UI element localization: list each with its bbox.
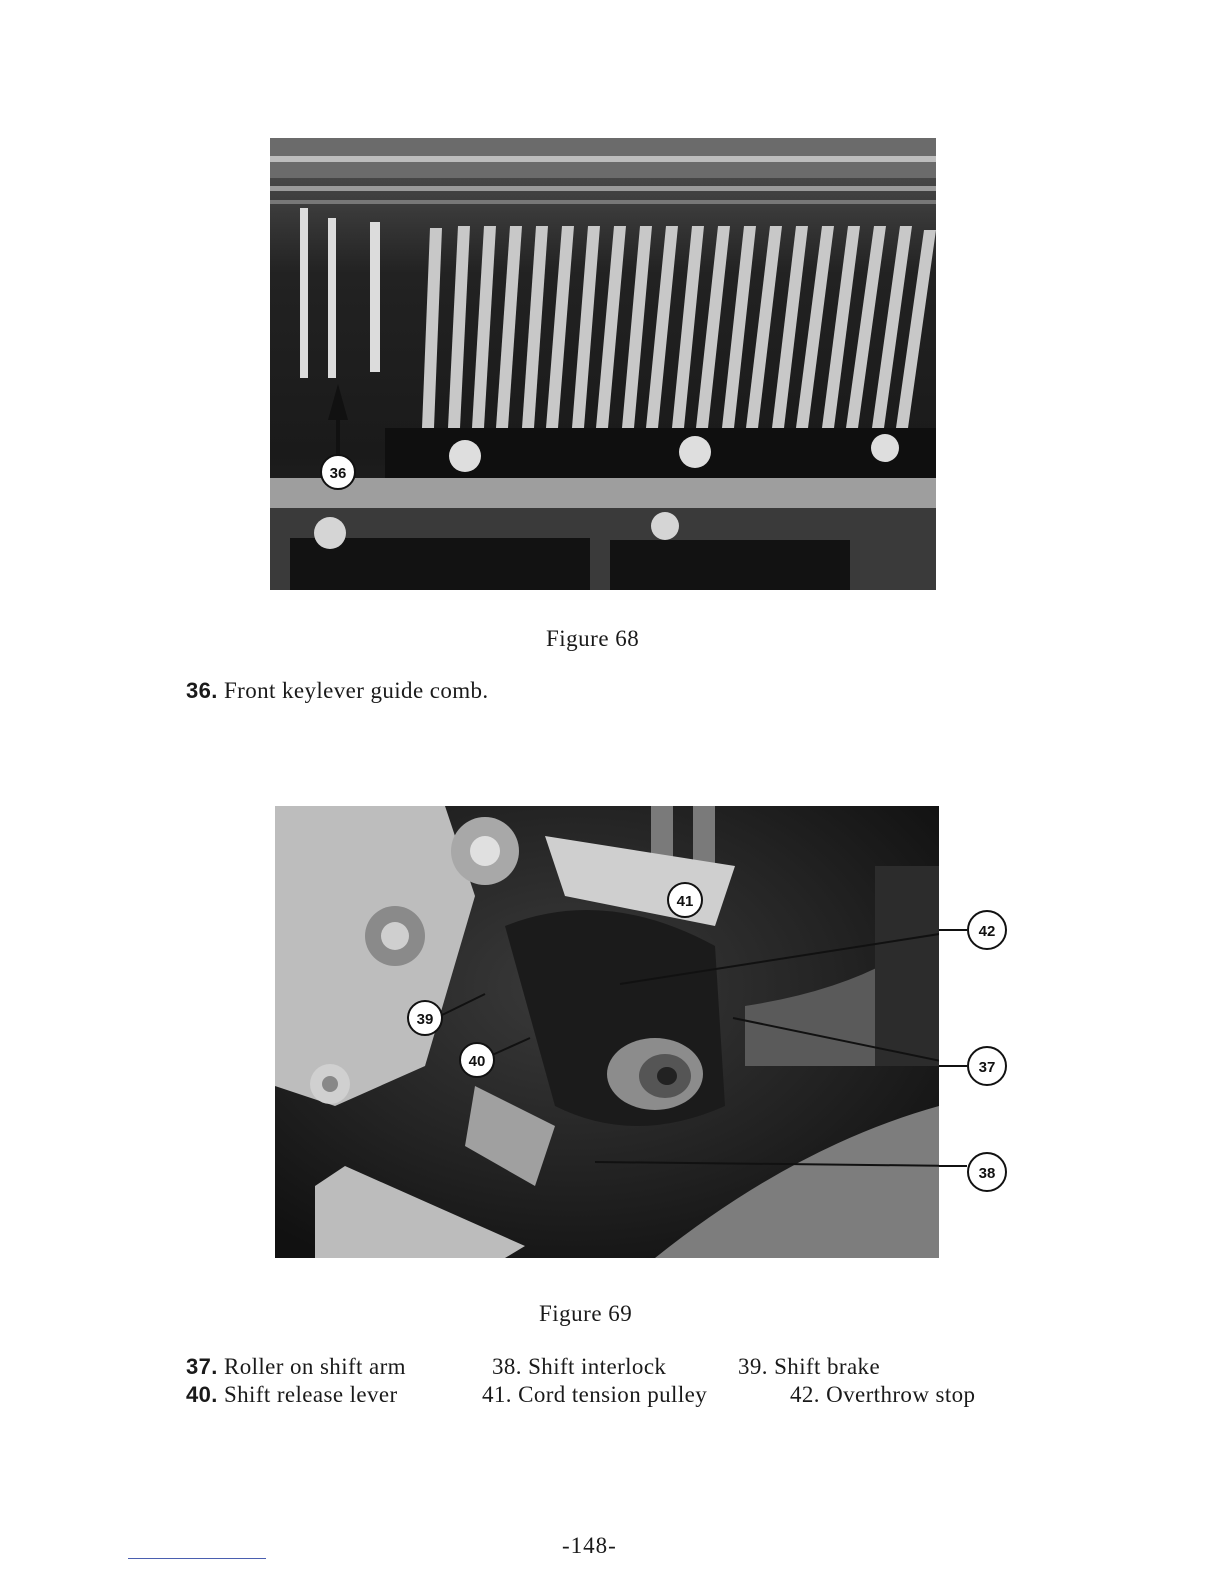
legend-number: 41.: [482, 1382, 512, 1407]
figure-68-caption: Figure 68: [546, 626, 640, 651]
callout-42: [968, 911, 1006, 949]
legend-item-41: [482, 1382, 790, 1408]
legend-number: 37.: [186, 1354, 218, 1379]
legend-number: 39.: [738, 1354, 768, 1379]
figure-69-photo: [275, 806, 939, 1258]
callout-36-label: 36: [329, 465, 347, 482]
legend-item-39: [738, 1354, 880, 1380]
svg-text:41: 41: [676, 893, 694, 910]
figure-69-legend-row-2: [186, 1382, 975, 1408]
figure-69-legend-row-1: [186, 1354, 880, 1380]
svg-text:40: 40: [468, 1053, 486, 1070]
legend-text: Roller on shift arm: [223, 1354, 406, 1379]
figure-69-caption: Figure 69: [539, 1301, 633, 1326]
shift-mechanism-photo: [275, 806, 939, 1258]
legend-text: Shift release lever: [223, 1382, 398, 1407]
legend-text: Shift brake: [774, 1354, 881, 1379]
keylever-comb-photo: [270, 138, 936, 590]
legend-number: 38.: [492, 1354, 522, 1379]
legend-text: Shift interlock: [528, 1354, 667, 1379]
figure-69-outer-callouts: [939, 806, 1029, 1258]
svg-text:37: 37: [978, 1059, 996, 1076]
legend-item-36: [186, 678, 489, 704]
legend-text: Overthrow stop: [826, 1382, 976, 1407]
page-number: -148-: [562, 1533, 617, 1558]
callout-37: [968, 1047, 1006, 1085]
figure-68-photo: [270, 138, 936, 590]
legend-number: 42.: [790, 1382, 820, 1407]
legend-number: 40.: [186, 1382, 218, 1407]
legend-text: Cord tension pulley: [518, 1382, 708, 1407]
callout-40: [460, 1043, 494, 1077]
legend-text: Front keylever guide comb.: [223, 678, 489, 703]
callout-38: [968, 1153, 1006, 1191]
svg-text:42: 42: [978, 923, 996, 940]
callout-41: [668, 883, 702, 917]
figure-68-legend: [186, 678, 489, 704]
callout-39: [408, 1001, 442, 1035]
legend-item-37: [186, 1354, 492, 1380]
footer-rule: [128, 1558, 266, 1559]
legend-number: 36.: [186, 678, 218, 703]
svg-text:39: 39: [416, 1011, 434, 1028]
svg-text:38: 38: [978, 1165, 996, 1182]
legend-item-38: [492, 1354, 738, 1380]
legend-item-42: [790, 1382, 975, 1408]
legend-item-40: [186, 1382, 482, 1408]
